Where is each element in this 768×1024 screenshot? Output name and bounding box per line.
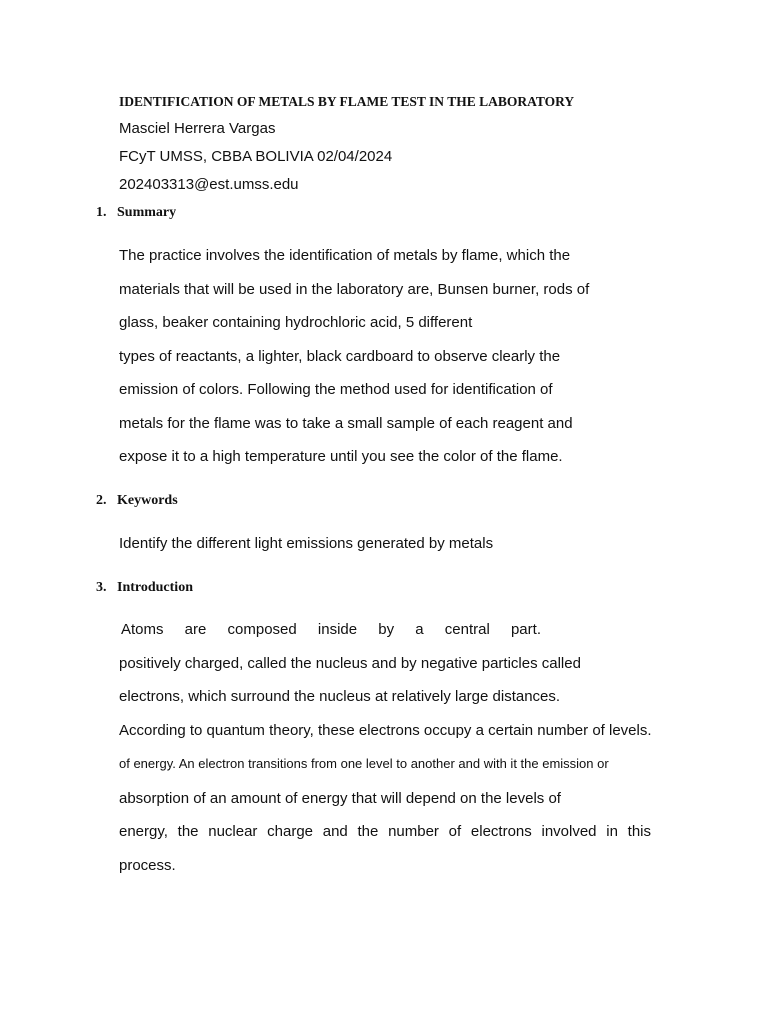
section-heading-introduction [96, 579, 193, 597]
summary-line: metals for the flame was to take a small sample of each reagent and [119, 415, 573, 432]
section-title: Keywords [117, 493, 178, 508]
introduction-line: process. [119, 857, 176, 874]
keywords-line: Identify the different light emissions generated by metals [119, 535, 494, 552]
section-title: Introduction [117, 580, 193, 595]
author-name: Masciel Herrera Vargas [119, 120, 276, 137]
introduction-line: electrons, which surround the nucleus at relatively large distances. [119, 688, 561, 705]
summary-line: glass, beaker containing hydrochloric acid, 5 different [119, 314, 473, 331]
introduction-line: According to quantum theory, these electrons occupy a certain number of levels. [119, 722, 652, 739]
introduction-line: of energy. An electron transitions from one level to another and with it the emission or [119, 756, 609, 771]
summary-line: expose it to a high temperature until you see the color of the flame. [119, 448, 563, 465]
summary-line: types of reactants, a lighter, black cardboard to observe clearly the [119, 348, 561, 365]
introduction-line: absorption of an amount of energy that will depend on the levels of [119, 790, 561, 807]
introduction-line: Atoms are composed inside by a central part. [121, 621, 541, 638]
introduction-line: energy, the nuclear charge and the number of electrons involved in this [119, 823, 651, 840]
section-title: Summary [117, 205, 177, 220]
introduction-line: positively charged, called the nucleus and by negative particles called [119, 655, 581, 672]
section-number: 1. [96, 205, 107, 220]
section-number: 3. [96, 580, 107, 595]
section-number: 2. [96, 493, 107, 508]
section-heading-keywords [96, 492, 178, 510]
author-email: 202403313@est.umss.edu [119, 176, 299, 193]
document-title: IDENTIFICATION OF METALS BY FLAME TEST IN THE LABORATORY [119, 94, 575, 109]
summary-line: The practice involves the identification of metals by flame, which the [119, 247, 571, 264]
summary-line: emission of colors. Following the method used for identification of [119, 381, 553, 398]
summary-line: materials that will be used in the laboratory are, Bunsen burner, rods of [119, 281, 590, 298]
section-heading-summary [96, 204, 176, 222]
affiliation-date: FCyT UMSS, CBBA BOLIVIA 02/04/2024 [119, 148, 393, 165]
